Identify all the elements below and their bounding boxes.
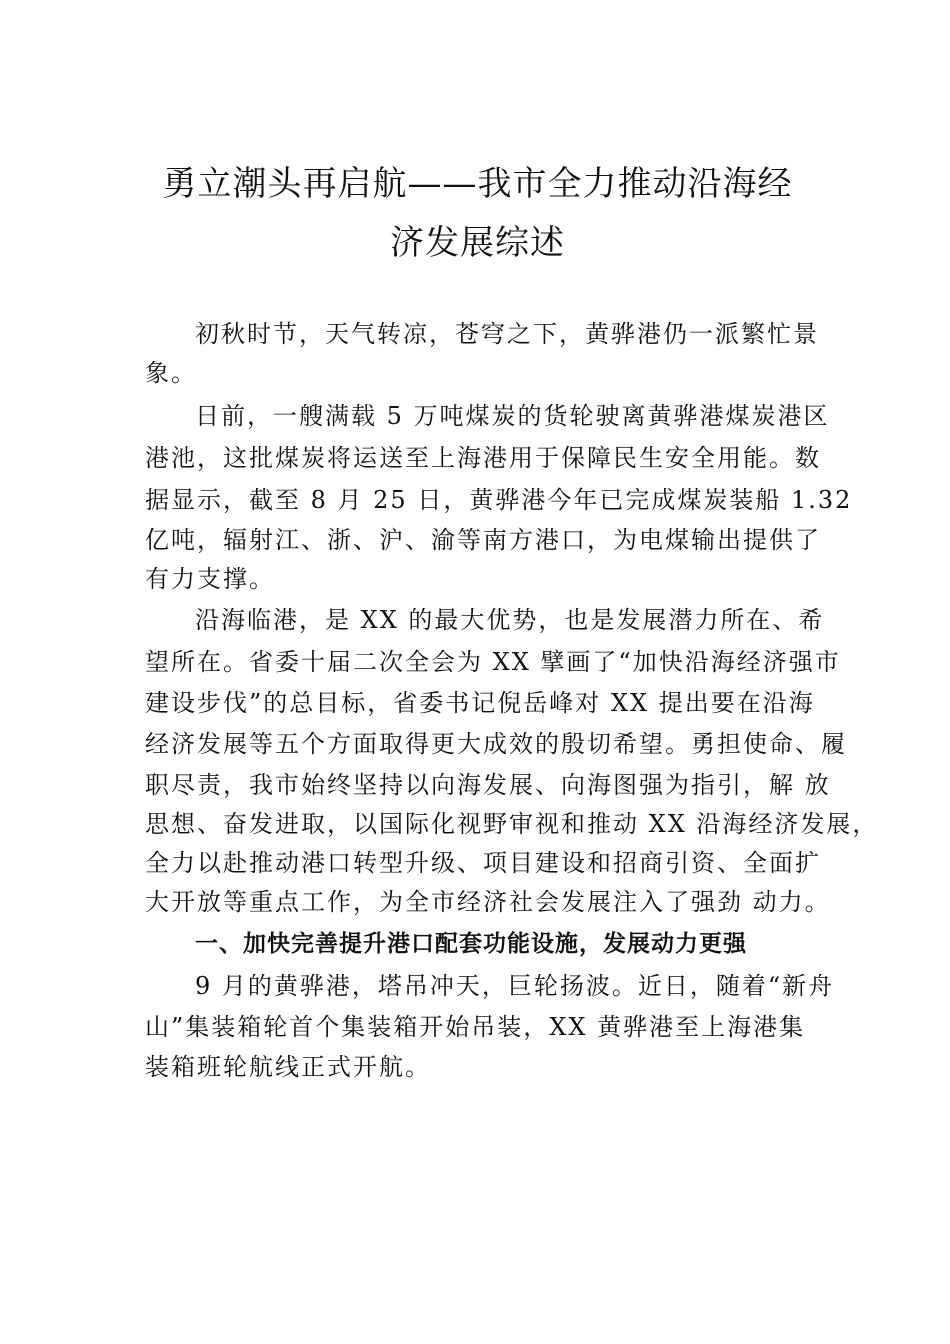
section-paragraph-line-2: 山”集装箱轮首个集装箱开始吊装，XX 黄骅港至上海港集 [145,1013,806,1041]
section-paragraph-line-3: 装箱班轮航线正式开航。 [145,1053,431,1081]
section-heading: 一、加快完善提升港口配套功能设施，发展动力更强 [195,931,747,957]
paragraph-3-line-1: 沿海临港，是 XX 的最大优势，也是发展潜力所在、希 [195,606,825,634]
paragraph-3-line-6: 思想、奋发进取，以国际化视野审视和推动 XX 沿海经济发展， [145,810,879,838]
paragraph-1-line-2: 象。 [145,359,197,387]
paragraph-1-line-1: 初秋时节，天气转凉，苍穹之下，黄骅港仍一派繁忙景 [195,320,819,348]
section-paragraph-line-1: 9 月的黄骅港，塔吊冲天，巨轮扬波。近日，随着“新舟 [195,972,835,1000]
paragraph-3-line-7: 全力以赴推动港口转型升级、项目建设和招商引资、全面扩 [145,849,821,877]
document-title-line-1: 勇立潮头再启航——我市全力推动沿海经 [162,164,793,204]
paragraph-3-line-5: 职尽责，我市始终坚持以向海发展、向海图强为指引，解 放 [145,771,831,799]
paragraph-2-line-3: 据显示，截至 8 月 25 日，黄骅港今年已完成煤炭装船 1.32 [145,486,853,514]
paragraph-2-line-5: 有力支撑。 [145,565,275,593]
paragraph-3-line-2: 望所在。省委十届二次全会为 XX 擘画了“加快沿海经济强市 [145,648,841,676]
document-title-line-2: 济发展综述 [390,223,565,263]
paragraph-3-line-8: 大开放等重点工作，为全市经济社会发展注入了强劲 动力。 [145,888,831,916]
paragraph-2-line-1: 日前，一艘满载 5 万吨煤炭的货轮驶离黄骅港煤炭港区 [195,402,830,430]
paragraph-2-line-4: 亿吨，辐射江、浙、沪、渝等南方港口，为电煤输出提供了 [145,526,821,554]
paragraph-2-line-2: 港池，这批煤炭将运送至上海港用于保障民生安全用能。数 [145,444,821,472]
paragraph-3-line-3: 建设步伐”的总目标，省委书记倪岳峰对 XX 提出要在沿海 [145,689,815,717]
paragraph-3-line-4: 经济发展等五个方面取得更大成效的殷切希望。勇担使命、履 [145,730,847,758]
